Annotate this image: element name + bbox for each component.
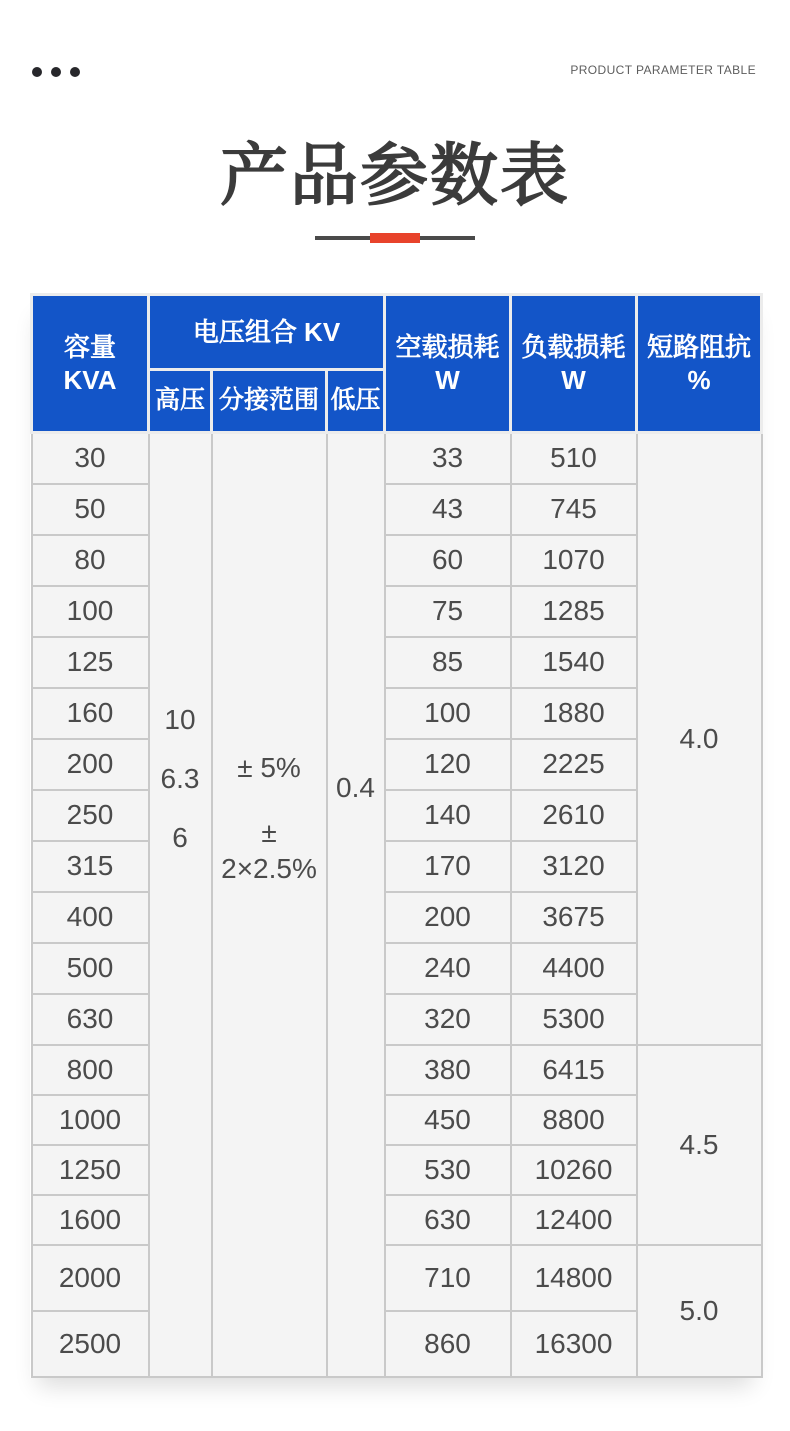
tap-range-merged-cell: [212, 433, 327, 1377]
load-loss-cell: 1540: [511, 637, 637, 688]
page-title: 产品参数表: [219, 138, 570, 214]
high-voltage-merged-cell: [149, 433, 212, 1377]
no-load-loss-cell: 33: [385, 433, 511, 484]
low-voltage-value: 0.4: [336, 772, 375, 803]
capacity-cell: 50: [32, 484, 149, 535]
capacity-cell: 1600: [32, 1195, 149, 1245]
tap-range-value: ± 5%: [237, 752, 301, 783]
no-load-loss-cell: 200: [385, 892, 511, 943]
col-header-voltage-combination: 电压组合 KV: [149, 295, 385, 370]
col-header-capacity-line2: KVA: [63, 364, 117, 395]
table-row: [32, 1245, 762, 1311]
no-load-loss-cell: 60: [385, 535, 511, 586]
col-header-impedance-line2: %: [687, 364, 711, 395]
capacity-cell: 2500: [32, 1311, 149, 1377]
high-voltage-value: 6.3: [160, 763, 200, 794]
capacity-cell: 80: [32, 535, 149, 586]
load-loss-cell: 2610: [511, 790, 637, 841]
dot-icon: [32, 67, 42, 77]
high-voltage-value: 6: [172, 822, 188, 853]
col-header-capacity-line1: 容量: [63, 332, 116, 362]
impedance-cell: 4.0: [637, 433, 762, 1045]
load-loss-cell: 3120: [511, 841, 637, 892]
capacity-cell: 100: [32, 586, 149, 637]
col-header-impedance-line1: 短路阻抗: [647, 332, 752, 362]
col-header-impedance: [637, 295, 762, 433]
low-voltage-values: [328, 770, 384, 806]
col-header-load-loss-line1: 负载损耗: [521, 332, 626, 362]
capacity-cell: 250: [32, 790, 149, 841]
capacity-cell: 400: [32, 892, 149, 943]
no-load-loss-cell: 170: [385, 841, 511, 892]
col-header-no-load-loss-line1: 空载损耗: [395, 332, 500, 362]
no-load-loss-cell: 140: [385, 790, 511, 841]
no-load-loss-cell: 75: [385, 586, 511, 637]
capacity-cell: 200: [32, 739, 149, 790]
capacity-cell: 2000: [32, 1245, 149, 1311]
load-loss-cell: 1285: [511, 586, 637, 637]
capacity-cell: 1000: [32, 1095, 149, 1145]
top-right-label: PRODUCT PARAMETER TABLE: [570, 63, 756, 77]
no-load-loss-cell: 43: [385, 484, 511, 535]
load-loss-cell: 4400: [511, 943, 637, 994]
load-loss-cell: 2225: [511, 739, 637, 790]
load-loss-cell: 10260: [511, 1145, 637, 1195]
capacity-cell: 125: [32, 637, 149, 688]
col-header-tap-range: 分接范围: [212, 370, 327, 433]
parameter-table: [30, 293, 763, 1378]
capacity-cell: 315: [32, 841, 149, 892]
load-loss-cell: 745: [511, 484, 637, 535]
col-header-high-voltage: 高压: [149, 370, 212, 433]
high-voltage-values: [150, 702, 211, 856]
capacity-cell: 160: [32, 688, 149, 739]
table-row: [32, 1045, 762, 1095]
load-loss-cell: 6415: [511, 1045, 637, 1095]
col-header-low-voltage: 低压: [327, 370, 385, 433]
col-header-no-load-loss: [385, 295, 511, 433]
load-loss-cell: 1070: [511, 535, 637, 586]
capacity-cell: 630: [32, 994, 149, 1045]
low-voltage-merged-cell: [327, 433, 385, 1377]
no-load-loss-cell: 450: [385, 1095, 511, 1145]
col-header-load-loss: [511, 295, 637, 433]
load-loss-cell: 3675: [511, 892, 637, 943]
capacity-cell: 800: [32, 1045, 149, 1095]
table-row: [32, 433, 762, 484]
dot-icon: [51, 67, 61, 77]
no-load-loss-cell: 630: [385, 1195, 511, 1245]
load-loss-cell: 14800: [511, 1245, 637, 1311]
col-header-load-loss-line2: W: [561, 364, 586, 395]
no-load-loss-cell: 380: [385, 1045, 511, 1095]
title-underline: [315, 233, 475, 243]
ellipsis-dots-icon: [32, 67, 80, 77]
load-loss-cell: 8800: [511, 1095, 637, 1145]
no-load-loss-cell: 120: [385, 739, 511, 790]
high-voltage-value: 10: [164, 704, 196, 735]
capacity-cell: 30: [32, 433, 149, 484]
load-loss-cell: 5300: [511, 994, 637, 1045]
underline-red-accent-bar: [370, 233, 420, 243]
capacity-cell: 1250: [32, 1145, 149, 1195]
capacity-cell: 500: [32, 943, 149, 994]
no-load-loss-cell: 320: [385, 994, 511, 1045]
no-load-loss-cell: 860: [385, 1311, 511, 1377]
product-parameter-table: [30, 293, 760, 1378]
load-loss-cell: 16300: [511, 1311, 637, 1377]
tap-range-value: ± 2×2.5%: [221, 817, 317, 884]
no-load-loss-cell: 100: [385, 688, 511, 739]
load-loss-cell: 1880: [511, 688, 637, 739]
no-load-loss-cell: 530: [385, 1145, 511, 1195]
impedance-cell: 5.0: [637, 1245, 762, 1377]
impedance-cell: 4.5: [637, 1045, 762, 1245]
no-load-loss-cell: 85: [385, 637, 511, 688]
load-loss-cell: 510: [511, 433, 637, 484]
no-load-loss-cell: 710: [385, 1245, 511, 1311]
col-header-no-load-loss-line2: W: [435, 364, 460, 395]
dot-icon: [70, 67, 80, 77]
no-load-loss-cell: 240: [385, 943, 511, 994]
load-loss-cell: 12400: [511, 1195, 637, 1245]
col-header-capacity: [32, 295, 149, 433]
tap-range-values: [213, 750, 326, 887]
